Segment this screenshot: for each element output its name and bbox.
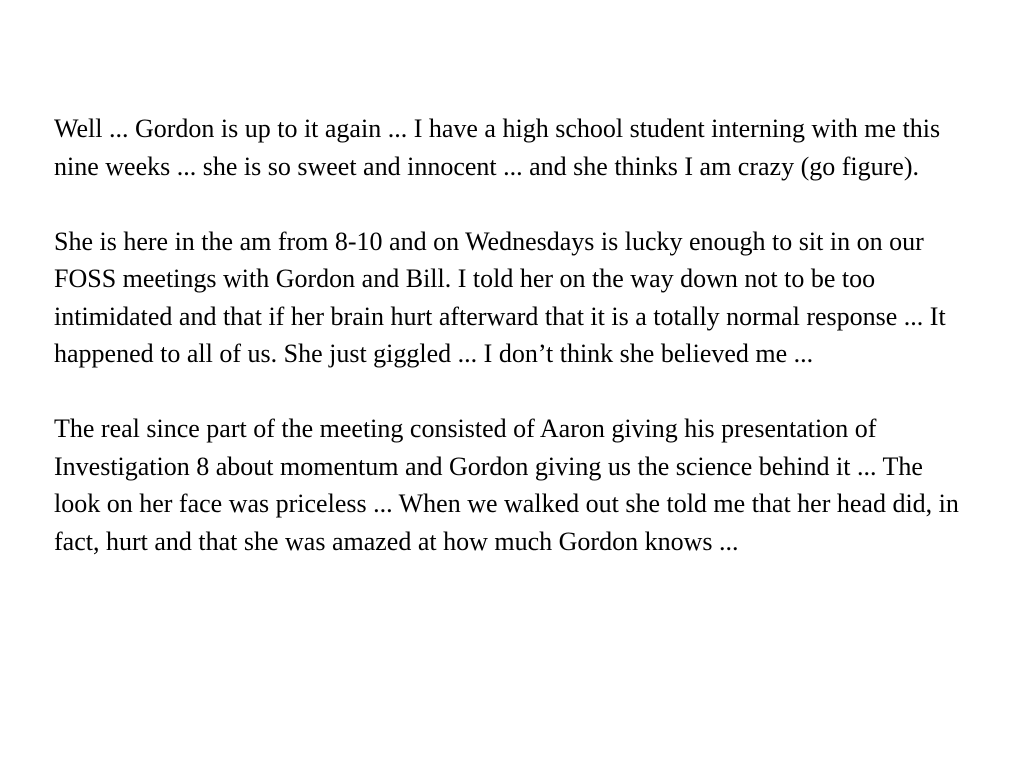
text-body bbox=[54, 110, 974, 560]
paragraph-2: She is here in the am from 8-10 and on Wednesdays is lucky enough to sit in on our FOSS meetings with Gordon and Bill. I told her on the way down not to be too intimidated and that if her brain hurt afterward that it is a totally normal response ... It happened to all of us. She just giggled ... I don’t think she believed me ... bbox=[54, 226, 946, 368]
paragraph-3: The real since part of the meeting consisted of Aaron giving his presentation of Investigation 8 about momentum and Gordon giving us the science behind it ... The look on her face was priceless ... When we walked out she told me that her head did, in fact, hurt and that she was amazed at how much Gordon knows ... bbox=[54, 414, 959, 556]
paragraph-1: Well ... Gordon is up to it again ... I have a high school student interning with me this nine weeks ... she is so sweet and innocent ... and she thinks I am crazy (go figure). bbox=[54, 114, 941, 181]
